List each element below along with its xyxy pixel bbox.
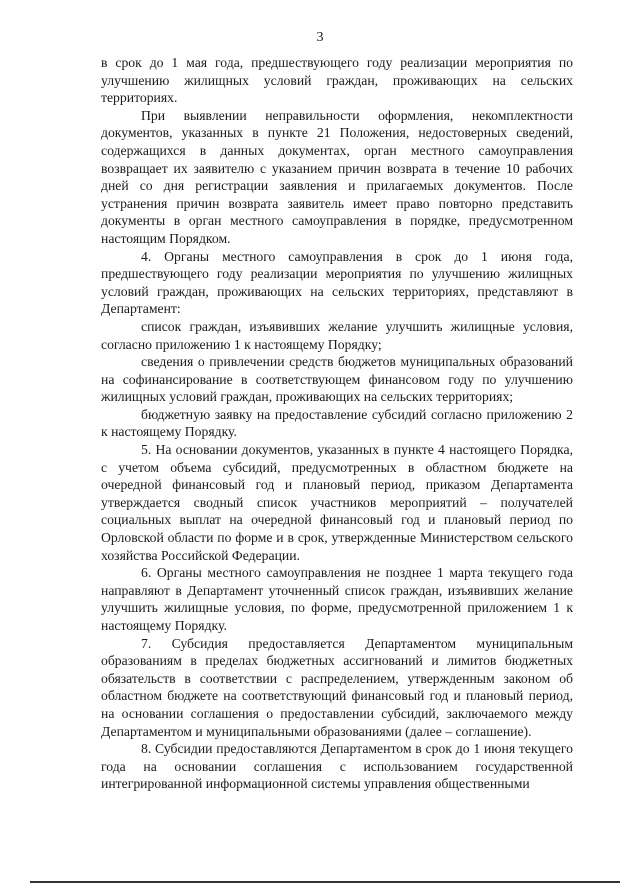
scan-edge-divider bbox=[30, 881, 620, 883]
paragraph: бюджетную заявку на предоставление субсидий согласно приложению 2 к настоящему Порядку. bbox=[101, 406, 573, 440]
paragraph: список граждан, изъявивших желание улучшить жилищные условия, согласно приложению 1 к настоящему Порядку; bbox=[101, 318, 573, 352]
paragraph: 8. Субсидии предоставляются Департаментом в срок до 1 июня текущего года на основании соглашения с использованием государственной интегрированной информационной системы управления общественными bbox=[101, 741, 573, 792]
paragraph: 5. На основании документов, указанных в пункте 4 настоящего Порядка, с учетом объема субсидий, предусмотренных в областном бюджете на очередной финансовый год и плановый период, приказом Департамента утверждается сводный список участников мероприятий – получателей социальных выплат на очередной финансовый год и плановый период по Орловской области по форме и в срок, утвержденные Министерством сельского хозяйства Российской Федерации. bbox=[101, 442, 573, 563]
document-body bbox=[101, 54, 573, 793]
page-number: 3 bbox=[316, 30, 324, 45]
paragraph: 4. Органы местного самоуправления в срок до 1 июня года, предшествующего году реализации мероприятия по улучшению жилищных условий граждан, проживающих на сельских территориях, представляют в Департамент: bbox=[101, 248, 573, 317]
paragraph: 7. Субсидия предоставляется Департаментом муниципальным образованиям в пределах бюджетных ассигнований и лимитов бюджетных обязательств в соответствии с распределением, утвержденным законом об областном бюджете на соответствующий финансовый год и плановый период, на основании соглашения о предоставлении субсидий, заключаемого между Департаментом и муниципальными образованиями (далее – соглашение). bbox=[101, 635, 573, 739]
paragraph: в срок до 1 мая года, предшествующего году реализации мероприятия по улучшению жилищных условий граждан, проживающих на сельских территориях. bbox=[101, 55, 573, 106]
paragraph: При выявлении неправильности оформления, некомплектности документов, указанных в пункте 21 Положения, недостоверных сведений, содержащихся в данных документах, орган местного самоуправления возвращает их заявителю с указанием причин возврата в течение 10 рабочих дней со дня регистрации заявления и прилагаемых документов. После устранения причин возврата заявитель имеет право повторно представить документы в орган местного самоуправления в порядке, предусмотренном настоящим Порядком. bbox=[101, 107, 573, 246]
paragraph: сведения о привлечении средств бюджетов муниципальных образований на софинансирование в соответствующем финансовом году по улучшению жилищных условий граждан, проживающих на сельских территориях; bbox=[101, 354, 573, 405]
paragraph: 6. Органы местного самоуправления не позднее 1 марта текущего года направляют в Департамент уточненный список граждан, изъявивших желание улучшить жилищные условия, по форме, предусмотренной приложением 1 к настоящему Порядку. bbox=[101, 565, 573, 633]
